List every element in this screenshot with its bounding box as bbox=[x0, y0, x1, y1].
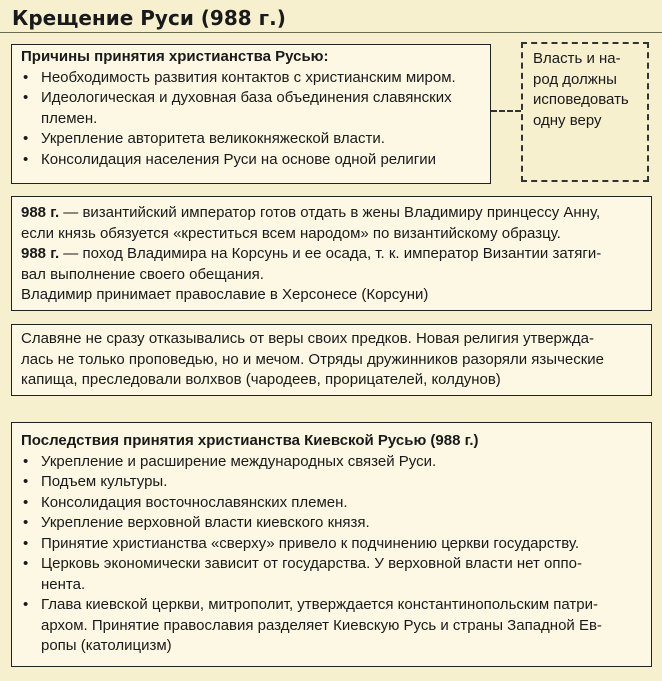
resistance-line: лась не только проповедью, но и мечом. Отряды дружинников разоряли языческие bbox=[21, 350, 605, 368]
list-item bbox=[21, 554, 643, 595]
event-3-line: Владимир принимает православие в Херсонесе (Корсуни) bbox=[21, 286, 429, 303]
bullet-icon: • bbox=[23, 89, 29, 106]
reasons-list bbox=[21, 68, 482, 171]
bullet-icon: • bbox=[23, 514, 29, 531]
event-1-line-1 bbox=[21, 203, 643, 224]
resistance-line: капища, преследовали волхвов (чародеев, прорицателей, колдунов) bbox=[21, 371, 501, 388]
events-box bbox=[11, 196, 652, 311]
bullet-icon: • bbox=[23, 473, 29, 490]
list-item bbox=[21, 534, 643, 555]
list-item bbox=[21, 88, 482, 129]
event-1-line-2: если князь обязуется «креститься всем народом» по византийскому образцу. bbox=[21, 224, 561, 242]
title-divider bbox=[0, 32, 662, 33]
side-note-box bbox=[521, 42, 649, 182]
bullet-icon: • bbox=[23, 555, 29, 572]
event-text: — византийский император готов отдать в жены Владимиру принцессу Анну, bbox=[59, 204, 601, 221]
consequences-list bbox=[21, 452, 643, 657]
bullet-icon: • bbox=[23, 452, 29, 470]
list-item-text: Необходимость развития контактов с христианским миром. bbox=[41, 68, 456, 86]
page-title: Крещение Руси (988 г.) bbox=[12, 6, 286, 30]
list-item bbox=[21, 472, 643, 493]
list-item-text: Церковь экономически зависит от государства. У верховной власти нет оппо- bbox=[41, 555, 582, 572]
list-item bbox=[21, 452, 643, 473]
list-item-text: Принятие христианства «сверху» привело к подчинению церкви государству. bbox=[41, 534, 580, 552]
side-note-line: Власть и на- bbox=[533, 50, 621, 67]
list-item-text: Подъем культуры. bbox=[41, 473, 168, 490]
list-item-text: Консолидация восточнославянских племен. bbox=[41, 493, 348, 511]
side-note-line: одну веру bbox=[533, 111, 602, 129]
list-item bbox=[21, 493, 643, 514]
bullet-icon: • bbox=[23, 534, 29, 552]
bullet-icon: • bbox=[23, 130, 29, 147]
list-item-text: Консолидация населения Руси на основе одной религии bbox=[41, 150, 436, 168]
list-item-text: нента. bbox=[41, 575, 86, 593]
list-item-text: Укрепление авторитета великокняжеской власти. bbox=[41, 130, 385, 147]
consequences-box bbox=[11, 422, 652, 667]
list-item-text: Укрепление верховной власти киевского князя. bbox=[41, 514, 370, 531]
dashed-connector bbox=[491, 110, 521, 112]
list-item bbox=[21, 129, 482, 150]
reasons-header: Причины принятия христианства Русью: bbox=[21, 48, 329, 65]
bullet-icon: • bbox=[23, 493, 29, 511]
list-item bbox=[21, 150, 482, 171]
list-item bbox=[21, 513, 643, 534]
event-year: 988 г. bbox=[21, 245, 60, 262]
list-item-text: архом. Принятие православия разделяет Киевскую Русь и страны Западной Ев- bbox=[41, 616, 602, 634]
side-note-line: род должны bbox=[533, 70, 617, 88]
list-item-text: ропы (католицизм) bbox=[41, 637, 172, 654]
event-year: 988 г. bbox=[21, 204, 60, 221]
event-text: — поход Владимира на Корсунь и ее осада, т. к. император Византии затяги- bbox=[59, 245, 602, 262]
list-item-text: Идеологическая и духовная база объединения славянских bbox=[41, 89, 452, 106]
list-item-text: Глава киевской церкви, митрополит, утверждается константинопольским патри- bbox=[41, 596, 599, 613]
list-item bbox=[21, 68, 482, 89]
bullet-icon: • bbox=[23, 150, 29, 168]
list-item-text: Укрепление и расширение международных связей Руси. bbox=[41, 452, 437, 470]
side-note-line: исповедовать bbox=[533, 91, 629, 108]
bullet-icon: • bbox=[23, 68, 29, 86]
event-2-line-1 bbox=[21, 244, 643, 265]
resistance-box bbox=[11, 324, 652, 396]
resistance-line: Славяне не сразу отказывались от веры своих предков. Новая религия утвержда- bbox=[21, 330, 595, 347]
consequences-header: Последствия принятия христианства Киевской Русью (988 г.) bbox=[21, 432, 479, 449]
list-item bbox=[21, 595, 643, 657]
reasons-box bbox=[11, 44, 491, 184]
bullet-icon: • bbox=[23, 596, 29, 613]
event-2-line-2: вал выполнение своего обещания. bbox=[21, 265, 264, 283]
list-item-text: племен. bbox=[41, 109, 98, 127]
